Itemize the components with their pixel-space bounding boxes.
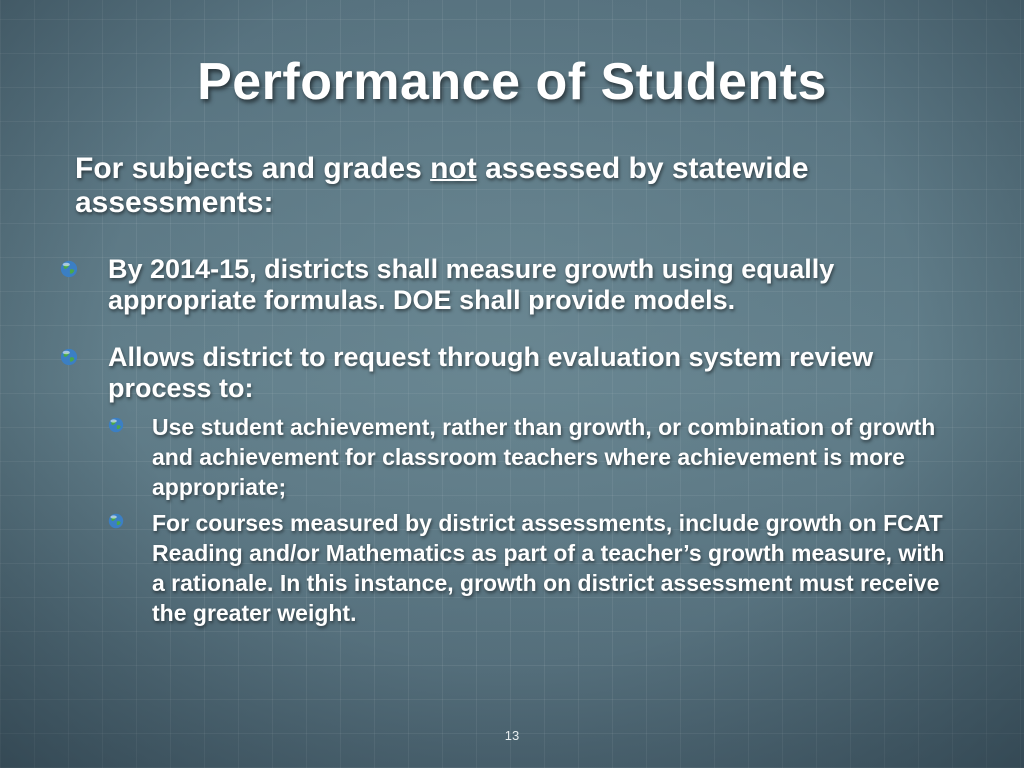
page-number: 13 [504, 728, 520, 743]
globe-bullet-icon [60, 260, 78, 278]
bullet-text: Allows district to request through evaluation system review process to: [108, 342, 874, 403]
bullet-list [60, 254, 960, 654]
sub-bullet-item [108, 412, 960, 502]
bullet-item [60, 254, 960, 316]
intro-text-before: For subjects and grades [75, 152, 431, 185]
globe-bullet-icon [108, 417, 124, 433]
intro-heading [75, 152, 955, 220]
sub-bullet-list [108, 412, 960, 628]
globe-bullet-icon [60, 348, 78, 366]
globe-bullet-icon [108, 513, 124, 529]
sub-bullet-text: For courses measured by district assessments, include growth on FCAT Reading and/or Mathematics as part of a teacher’s growth measure, with a rationale. In this instance, growth on district assessment must receive the greater weight. [152, 510, 945, 626]
intro-text-after: assessed by statewide assessments: [75, 152, 809, 219]
sub-bullet-item [108, 508, 960, 628]
bullet-text: By 2014-15, districts shall measure growth using equally appropriate formulas. DOE shall provide models. [108, 254, 835, 315]
slide-title: Performance of Students [197, 53, 827, 111]
bullet-item [60, 342, 960, 628]
intro-underlined-word: not [430, 152, 477, 185]
sub-bullet-text: Use student achievement, rather than growth, or combination of growth and achievement for classroom teachers where achievement is more appropriate; [152, 414, 936, 500]
